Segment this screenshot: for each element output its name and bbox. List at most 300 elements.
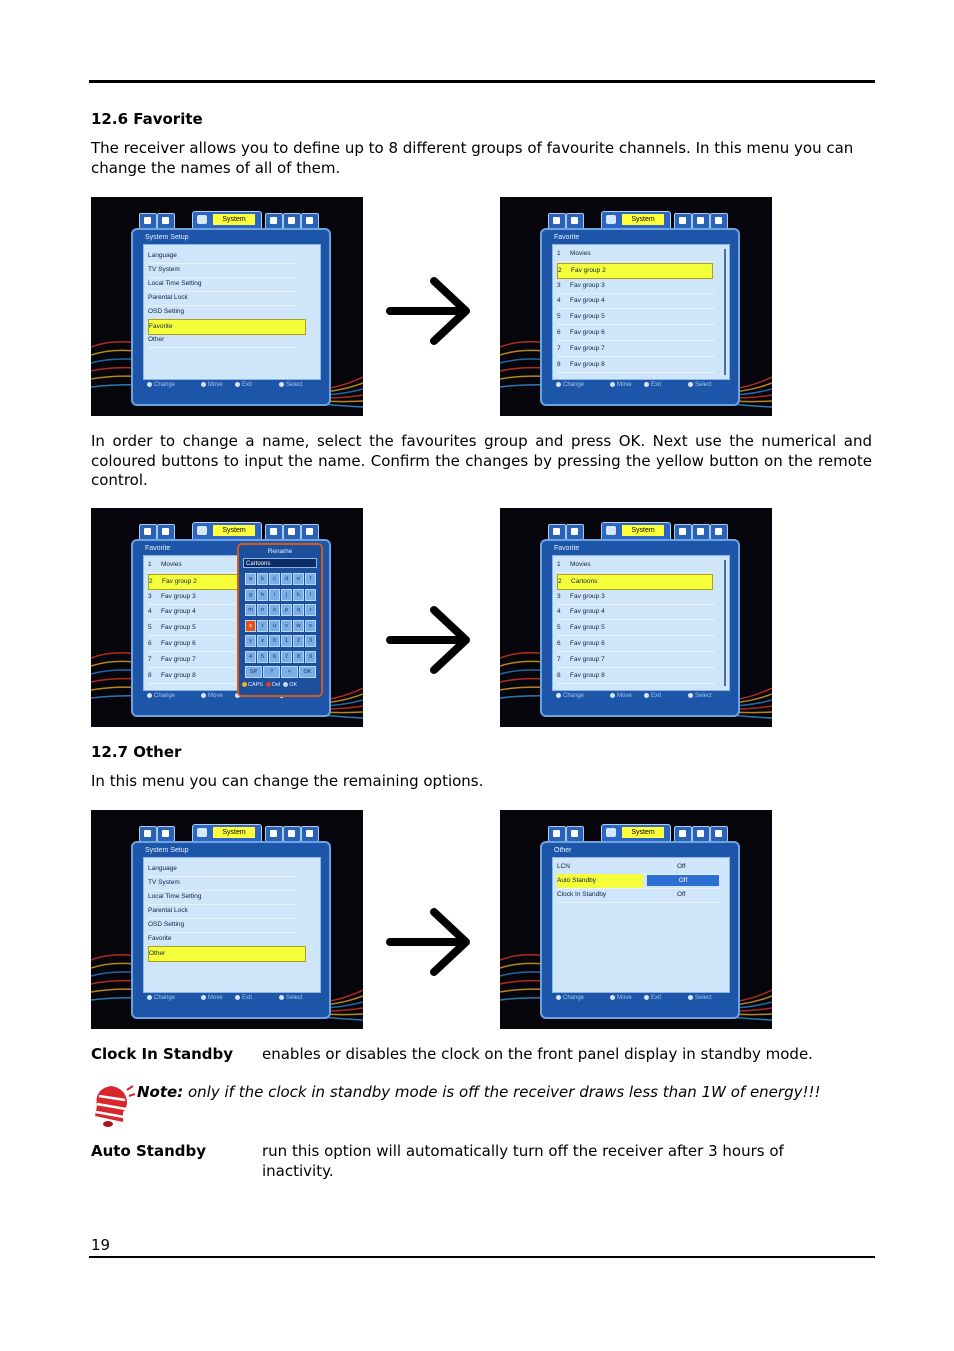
- osd-favorite-item: [557, 637, 715, 652]
- keyboard-key: 3: [305, 635, 316, 647]
- keyboard-key: 7: [281, 651, 292, 663]
- system-tab-icon: [606, 828, 616, 837]
- legend-label: CAPS: [248, 682, 263, 688]
- footer-hint-label: Exit: [242, 382, 253, 388]
- osd-footer-hints: [145, 995, 321, 1007]
- favorite-item-name: Fav group 4: [570, 297, 605, 305]
- remote-key-icon: [556, 995, 561, 1000]
- footer-hint-label: Move: [208, 382, 223, 388]
- favorite-item-name: Fav group 7: [161, 655, 196, 663]
- osd-tab-icon: [674, 826, 692, 842]
- remote-key-icon: [201, 693, 206, 698]
- osd-tab-icon: [157, 213, 175, 229]
- osd-tab-icon: [692, 826, 710, 842]
- osd-tab-bar: [139, 522, 319, 539]
- osd-tab-icon: [157, 524, 175, 540]
- remote-key-icon: [279, 382, 284, 387]
- favorite-item-number: 3: [557, 281, 561, 289]
- header-rule: [89, 80, 875, 83]
- osd-menu-item: Other: [148, 946, 306, 962]
- keyboard-key: v: [281, 620, 292, 632]
- osd-menu-item: Favorite: [148, 932, 298, 947]
- system-tab-icon: [197, 526, 207, 535]
- osd-tab-bar: [139, 211, 319, 228]
- favorite-item-number: 2: [558, 577, 562, 585]
- tab-glyph-icon: [288, 528, 295, 535]
- tab-glyph-icon: [306, 528, 313, 535]
- favorite-item-name: Movies: [570, 561, 591, 568]
- other-intro-paragraph: In this menu you can change the remaining options.: [91, 772, 484, 790]
- footer-hint-label: Select: [695, 693, 712, 699]
- setting-label: LCN: [557, 863, 571, 870]
- keyboard-key: k: [293, 589, 304, 601]
- footer-hint-move: [201, 995, 223, 1001]
- favorite-item-number: 6: [148, 640, 152, 647]
- footer-hint-label: Exit: [651, 995, 662, 1001]
- osd-tab-icon: [283, 524, 301, 540]
- keyboard-key: 6: [269, 651, 280, 663]
- osd-favorite-item: [557, 621, 715, 636]
- footer-hint-label: Change: [563, 995, 585, 1001]
- legend-label: OK: [289, 682, 298, 688]
- rename-keyboard-screenshot: [91, 508, 363, 727]
- keyboard-legend: [242, 682, 300, 688]
- osd-menu-item: Parental Lock: [148, 291, 298, 306]
- osd-footer-hints: [554, 693, 730, 705]
- favorite-item-name: Fav group 5: [570, 624, 605, 632]
- footer-hint-label: Move: [617, 382, 632, 388]
- favorite-item-name: Fav group 8: [161, 671, 196, 679]
- favorite-renamed-screenshot: [500, 508, 772, 727]
- osd-menu-title: Other: [554, 847, 572, 854]
- favorite-item-name: Fav group 5: [570, 313, 605, 321]
- osd-tab-icon: [692, 213, 710, 229]
- osd-tab-system-label: System: [213, 525, 255, 536]
- osd-menu-item: Local Time Setting: [148, 277, 298, 292]
- favorite-item-number: 1: [557, 561, 561, 568]
- setting-label: Auto Standby: [557, 874, 643, 888]
- tab-glyph-icon: [553, 528, 560, 535]
- keyboard-key: h: [257, 589, 268, 601]
- keyboard-key: b: [257, 573, 268, 585]
- footer-hint-label: Change: [154, 995, 176, 1001]
- osd-system-setup-window: [131, 228, 331, 406]
- keyboard-key: 9: [305, 651, 316, 663]
- tab-glyph-icon: [697, 217, 704, 224]
- remote-key-icon: [644, 693, 649, 698]
- remote-key-icon: [610, 382, 615, 387]
- osd-setting-row: [557, 888, 721, 903]
- favorite-item-name: Cartoons: [571, 577, 598, 585]
- osd-tab-icon: [139, 826, 157, 842]
- tab-glyph-icon: [715, 528, 722, 535]
- footer-hint-label: Exit: [651, 382, 662, 388]
- osd-favorite-panel: [552, 244, 730, 380]
- favorite-item-number: 7: [557, 655, 561, 663]
- favorite-list-screenshot: [500, 197, 772, 416]
- footer-hint-change: [556, 693, 584, 699]
- footer-hint-exit: [644, 382, 661, 388]
- setting-label: Clock In Standby: [557, 891, 607, 898]
- arrow-right-icon: [384, 600, 476, 680]
- tab-glyph-icon: [162, 217, 169, 224]
- tab-glyph-icon: [144, 830, 151, 837]
- tab-glyph-icon: [697, 528, 704, 535]
- note-bell-icon: [91, 1082, 135, 1128]
- tab-glyph-icon: [679, 830, 686, 837]
- favorite-item-name: Fav group 4: [161, 608, 196, 616]
- remote-key-icon: [610, 693, 615, 698]
- keyboard-key: 4: [245, 651, 256, 663]
- color-key-icon: [283, 682, 288, 687]
- favorite-item-name: Fav group 5: [161, 624, 196, 632]
- favorite-item-name: Fav group 8: [570, 671, 605, 679]
- favorite-item-name: Fav group 7: [570, 344, 605, 352]
- osd-tab-icon: [566, 213, 584, 229]
- tab-glyph-icon: [571, 830, 578, 837]
- footer-hint-label: Select: [286, 382, 303, 388]
- system-setup-screenshot-other: [91, 810, 363, 1029]
- osd-tab-icon: [710, 524, 728, 540]
- favorite-item-number: 6: [557, 329, 561, 336]
- osd-menu-item: OSD Setting: [148, 918, 298, 933]
- keyboard-key: x: [305, 620, 316, 632]
- tab-glyph-icon: [306, 217, 313, 224]
- keyboard-key: f: [305, 573, 316, 585]
- rename-input-field: Cartoons: [243, 558, 317, 568]
- osd-system-setup-window: [131, 841, 331, 1019]
- osd-favorite-item: [557, 653, 715, 668]
- osd-menu-title: System Setup: [145, 234, 189, 241]
- footer-hint-label: Move: [208, 693, 223, 699]
- remote-key-icon: [610, 995, 615, 1000]
- remote-key-icon: [688, 693, 693, 698]
- system-tab-icon: [606, 215, 616, 224]
- osd-tab-icon: [265, 524, 283, 540]
- favorite-item-number: 2: [558, 266, 562, 274]
- keyboard-key: 5: [257, 651, 268, 663]
- keyboard-key: 8: [293, 651, 304, 663]
- keyboard-key: p: [281, 604, 292, 616]
- setting-value: Off: [677, 891, 686, 898]
- remote-key-icon: [279, 995, 284, 1000]
- keyboard-key: <: [281, 666, 298, 678]
- osd-menu-item: Language: [148, 862, 298, 877]
- favorite-item-name: Fav group 7: [570, 655, 605, 663]
- tab-glyph-icon: [144, 528, 151, 535]
- osd-favorite-item: [557, 590, 715, 605]
- osd-tab-icon: [548, 826, 566, 842]
- osd-scrollbar: [724, 560, 726, 686]
- osd-favorite-panel: [552, 555, 730, 691]
- tab-glyph-icon: [288, 830, 295, 837]
- keyboard-key: q: [293, 604, 304, 616]
- osd-menu-title: Favorite: [145, 545, 171, 552]
- osd-menu-item: TV System: [148, 263, 298, 278]
- footer-hint-label: Change: [563, 693, 585, 699]
- osd-favorite-window: [540, 228, 740, 406]
- auto-standby-description: run this option will automatically turn off the receiver after 3 hours of inactivity.: [262, 1142, 784, 1180]
- footer-hint-move: [610, 995, 632, 1001]
- favorite-item-number: 1: [557, 250, 561, 257]
- remote-key-icon: [147, 995, 152, 1000]
- footer-hint-label: Exit: [242, 995, 253, 1001]
- osd-favorite-item: [557, 358, 715, 373]
- favorite-item-number: 1: [148, 561, 152, 568]
- arrow-right-icon: [384, 902, 476, 982]
- favorite-item-number: 7: [148, 655, 152, 663]
- footer-hint-label: Move: [617, 995, 632, 1001]
- clock-in-standby-label: Clock In Standby: [91, 1045, 234, 1063]
- osd-tab-system-label: System: [213, 214, 255, 225]
- osd-tab-system-label: System: [622, 525, 664, 536]
- remote-key-icon: [644, 995, 649, 1000]
- color-key-icon: [266, 682, 271, 687]
- keyboard-key: d: [281, 573, 292, 585]
- osd-favorite-item: [557, 294, 715, 309]
- remote-key-icon: [201, 382, 206, 387]
- tab-glyph-icon: [162, 528, 169, 535]
- osd-tab-icon: [674, 213, 692, 229]
- favorite-instructions-paragraph: In order to change a name, select the favourites group and press OK. Next use the numerical and coloured buttons to input the name. Confirm the changes by pressing the yellow button on the remote control.: [91, 432, 872, 489]
- osd-setting-row: [557, 860, 721, 875]
- osd-favorite-item: [557, 342, 715, 357]
- osd-favorite-window: [540, 539, 740, 717]
- favorite-item-name: Fav group 3: [570, 281, 605, 289]
- footer-hint-label: Select: [286, 995, 303, 1001]
- favorite-item-number: 5: [557, 313, 561, 321]
- favorite-intro-paragraph: The receiver allows you to define up to 8 different groups of favourite channels. In this menu you can change the names of all of them.: [91, 139, 854, 177]
- note-body: only if the clock in standby mode is off the receiver draws less than 1W of energy!!!: [187, 1083, 821, 1101]
- tab-glyph-icon: [553, 217, 560, 224]
- system-tab-icon: [197, 215, 207, 224]
- osd-tab-system-label: System: [622, 827, 664, 838]
- osd-tab-icon: [283, 213, 301, 229]
- tab-glyph-icon: [306, 830, 313, 837]
- osd-other-window: [540, 841, 740, 1019]
- tab-glyph-icon: [270, 830, 277, 837]
- favorite-item-name: Fav group 3: [161, 592, 196, 600]
- keyboard-key: j: [281, 589, 292, 601]
- rename-dialog-title: Rename: [267, 548, 293, 555]
- osd-tab-icon: [265, 826, 283, 842]
- tab-glyph-icon: [288, 217, 295, 224]
- favorite-item-name: Fav group 6: [570, 329, 605, 336]
- keyboard-key: OK: [299, 666, 316, 678]
- footer-hint-label: Exit: [651, 693, 662, 699]
- footer-hint-label: Change: [154, 693, 176, 699]
- osd-menu-item: Other: [148, 333, 298, 348]
- keyboard-key: l: [305, 589, 316, 601]
- keyboard-key: e: [293, 573, 304, 585]
- osd-setting-row: [557, 874, 721, 889]
- favorite-item-number: 2: [149, 577, 153, 585]
- footer-hint-label: Change: [154, 382, 176, 388]
- section-heading-other: 12.7 Other: [91, 743, 182, 761]
- footer-hint-label: Change: [563, 382, 585, 388]
- osd-menu-panel: [143, 857, 321, 993]
- osd-tab-icon: [548, 213, 566, 229]
- keyboard-key: w: [293, 620, 304, 632]
- color-key-icon: [242, 682, 247, 687]
- favorite-item-number: 5: [148, 624, 152, 632]
- favorite-item-number: 3: [557, 592, 561, 600]
- osd-favorite-item: [557, 247, 715, 262]
- osd-menu-item: Favorite: [148, 319, 306, 335]
- favorite-item-name: Fav group 6: [570, 640, 605, 647]
- legend-label: Del: [271, 682, 281, 688]
- keyboard-key: r: [305, 604, 316, 616]
- footer-hint-move: [201, 693, 223, 699]
- favorite-item-name: Fav group 8: [570, 360, 605, 368]
- osd-favorite-item: [557, 574, 713, 590]
- keyboard-key: c: [269, 573, 280, 585]
- keyboard-key: y: [245, 635, 256, 647]
- favorite-item-name: Fav group 2: [571, 266, 606, 274]
- osd-tab-icon: [301, 826, 319, 842]
- remote-key-icon: [235, 995, 240, 1000]
- rename-keyboard-dialog: [237, 543, 323, 697]
- legend-ok: [283, 682, 297, 688]
- tab-glyph-icon: [679, 217, 686, 224]
- keyboard-key: z: [257, 635, 268, 647]
- favorite-item-number: 4: [557, 608, 561, 616]
- keyboard-key: i: [269, 589, 280, 601]
- footer-hint-select: [688, 382, 712, 388]
- footer-hint-change: [556, 382, 584, 388]
- favorite-item-name: Fav group 4: [570, 608, 605, 616]
- osd-favorite-item: [557, 605, 715, 620]
- osd-favorite-item: [557, 279, 715, 294]
- osd-tab-icon: [566, 826, 584, 842]
- footer-hint-select: [688, 693, 712, 699]
- osd-menu-item: TV System: [148, 876, 298, 891]
- osd-menu-item: Language: [148, 249, 298, 264]
- osd-tab-bar: [548, 211, 728, 228]
- keyboard-key: m: [245, 604, 256, 616]
- tab-glyph-icon: [715, 217, 722, 224]
- footer-hint-move: [610, 693, 632, 699]
- keyboard-key: t: [257, 620, 268, 632]
- osd-tab-bar: [548, 824, 728, 841]
- osd-tab-icon: [139, 524, 157, 540]
- favorite-item-number: 8: [557, 360, 561, 368]
- favorite-item-number: 6: [557, 640, 561, 647]
- footer-hint-label: Move: [617, 693, 632, 699]
- keyboard-key: 2: [293, 635, 304, 647]
- favorite-item-name: Movies: [570, 250, 591, 257]
- keyboard-key: 0: [269, 635, 280, 647]
- tab-glyph-icon: [571, 528, 578, 535]
- osd-tab-icon: [283, 826, 301, 842]
- osd-tab-icon: [710, 213, 728, 229]
- osd-favorite-item: [557, 263, 713, 279]
- favorite-item-number: 8: [148, 671, 152, 679]
- section-heading-favorite: 12.6 Favorite: [91, 110, 203, 128]
- osd-menu-title: Favorite: [554, 234, 580, 241]
- page-number: 19: [91, 1236, 111, 1254]
- keyboard-key: ?: [263, 666, 280, 678]
- osd-footer-hints: [554, 995, 730, 1007]
- tab-glyph-icon: [715, 830, 722, 837]
- note-label: Note:: [137, 1083, 184, 1101]
- footer-hint-select: [688, 995, 712, 1001]
- footer-hint-label: Select: [695, 382, 712, 388]
- favorite-item-name: Fav group 2: [162, 577, 197, 585]
- footer-hint-label: Move: [208, 995, 223, 1001]
- remote-key-icon: [556, 382, 561, 387]
- tab-glyph-icon: [571, 217, 578, 224]
- footer-hint-change: [556, 995, 584, 1001]
- footer-rule: [89, 1256, 875, 1258]
- remote-key-icon: [147, 382, 152, 387]
- arrow-right-icon: [384, 271, 476, 351]
- osd-footer-hints: [554, 382, 730, 394]
- legend-caps: [242, 682, 263, 688]
- osd-footer-hints: [145, 382, 321, 394]
- osd-tab-system-label: System: [213, 827, 255, 838]
- keyboard-key: SP: [245, 666, 262, 678]
- remote-key-icon: [688, 995, 693, 1000]
- osd-tab-icon: [301, 213, 319, 229]
- osd-tab-icon: [692, 524, 710, 540]
- osd-other-panel: [552, 857, 730, 993]
- osd-tab-icon: [710, 826, 728, 842]
- footer-hint-change: [147, 995, 175, 1001]
- osd-scrollbar: [724, 249, 726, 375]
- footer-hint-move: [201, 382, 223, 388]
- setting-value: Off: [677, 863, 686, 870]
- footer-hint-change: [147, 693, 175, 699]
- osd-tab-icon: [265, 213, 283, 229]
- osd-tab-icon: [548, 524, 566, 540]
- osd-tab-icon: [301, 524, 319, 540]
- osd-favorite-item: [557, 310, 715, 325]
- remote-key-icon: [644, 382, 649, 387]
- footer-hint-select: [279, 382, 303, 388]
- osd-menu-item: Local Time Setting: [148, 890, 298, 905]
- osd-menu-panel: [143, 244, 321, 380]
- osd-tab-icon: [566, 524, 584, 540]
- footer-hint-change: [147, 382, 175, 388]
- osd-tab-icon: [157, 826, 175, 842]
- osd-menu-item: OSD Setting: [148, 305, 298, 320]
- tab-glyph-icon: [162, 830, 169, 837]
- favorite-item-number: 4: [148, 608, 152, 616]
- favorite-item-name: Fav group 3: [570, 592, 605, 600]
- tab-glyph-icon: [144, 217, 151, 224]
- system-tab-icon: [197, 828, 207, 837]
- osd-menu-title: System Setup: [145, 847, 189, 854]
- legend-del: [266, 682, 280, 688]
- footer-hint-exit: [644, 693, 661, 699]
- favorite-item-number: 8: [557, 671, 561, 679]
- keyboard-key: a: [245, 573, 256, 585]
- footer-hint-exit: [644, 995, 661, 1001]
- remote-key-icon: [688, 382, 693, 387]
- system-setup-screenshot-favorite: [91, 197, 363, 416]
- tab-glyph-icon: [679, 528, 686, 535]
- footer-hint-exit: [235, 382, 252, 388]
- favorite-item-number: 3: [148, 592, 152, 600]
- keyboard-key: u: [269, 620, 280, 632]
- osd-menu-item: Parental Lock: [148, 904, 298, 919]
- auto-standby-label: Auto Standby: [91, 1142, 207, 1160]
- osd-tab-system-label: System: [622, 214, 664, 225]
- footer-hint-label: Select: [695, 995, 712, 1001]
- tab-glyph-icon: [697, 830, 704, 837]
- footer-hint-move: [610, 382, 632, 388]
